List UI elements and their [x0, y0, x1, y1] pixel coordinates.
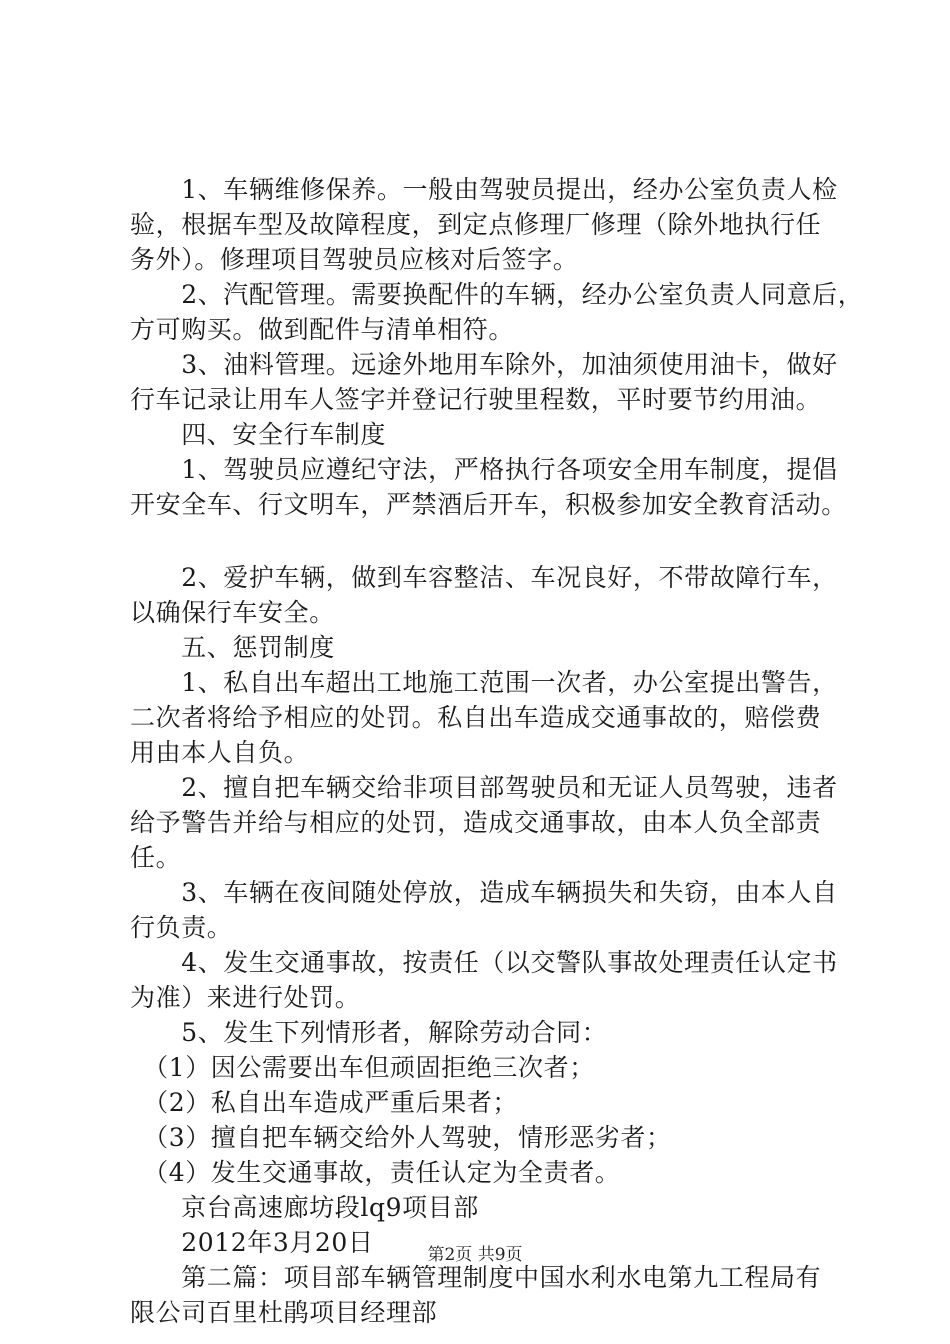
text-line: 以确保行车安全。 — [130, 598, 335, 627]
text-line: 4、发生交通事故，按责任（以交警队事故处理责任认定书 — [130, 948, 838, 977]
blank-line — [130, 522, 850, 560]
signature-date: 2012年3月20日 — [130, 1228, 374, 1257]
section-heading: 五、惩罚制度 — [130, 633, 335, 662]
text-line: 验，根据车型及故障程度，到定点修理厂修理（除外地执行任 — [130, 210, 822, 239]
text-line: 为准）来进行处罚。 — [130, 983, 361, 1012]
signature-org: 京台高速廊坊段lq9项目部 — [130, 1193, 479, 1222]
text-line: 二次者将给予相应的处罚。私自出车造成交通事故的，赔偿费 — [130, 703, 822, 732]
text-line: 限公司百里杜鹃项目经理部 — [130, 1298, 438, 1327]
list-item: （2）私自出车造成严重后果者； — [130, 1088, 519, 1117]
document-body — [130, 172, 864, 1330]
list-item: （1）因公需要出车但顽固拒绝三次者； — [130, 1053, 595, 1082]
text-line: 5、发生下列情形者，解除劳动合同： — [130, 1018, 608, 1047]
text-line: 给予警告并给与相应的处罚，造成交通事故，由本人负全部责 — [130, 808, 822, 837]
text-line: 1、车辆维修保养。一般由驾驶员提出，经办公室负责人检 — [130, 175, 838, 204]
text-line: 3、油料管理。远途外地用车除外，加油须使用油卡，做好 — [130, 350, 838, 379]
section-heading: 四、安全行车制度 — [130, 420, 387, 449]
text-line: 行负责。 — [130, 913, 233, 942]
text-line: 2、爱护车辆，做到车容整洁、车况良好，不带故障行车， — [130, 563, 838, 592]
list-item: （3）擅自把车辆交给外人驾驶，情形恶劣者； — [130, 1123, 672, 1152]
text-line: 1、私自出车超出工地施工范围一次者，办公室提出警告， — [130, 668, 838, 697]
text-line: 第二篇：项目部车辆管理制度中国水利水电第九工程局有 — [130, 1263, 822, 1292]
text-line: 方可购买。做到配件与清单相符。 — [130, 315, 515, 344]
list-item: （4）发生交通事故，责任认定为全责者。 — [130, 1158, 621, 1187]
text-line: 任。 — [130, 843, 182, 872]
text-line: 2、擅自把车辆交给非项目部驾驶员和无证人员驾驶，违者 — [130, 773, 838, 802]
text-line: 行车记录让用车人签字并登记行驶里程数，平时要节约用油。 — [130, 385, 822, 414]
text-line: 2、汽配管理。需要换配件的车辆，经办公室负责人同意后， — [130, 280, 864, 309]
text-line: 务外）。修理项目驾驶员应核对后签字。 — [130, 245, 579, 274]
text-line: 3、车辆在夜间随处停放，造成车辆损失和失窃，由本人自 — [130, 878, 838, 907]
text-line: 1、驾驶员应遵纪守法，严格执行各项安全用车制度，提倡 — [130, 455, 838, 484]
text-line: 开安全车、行文明车，严禁酒后开车，积极参加安全教育活动。 — [130, 490, 847, 519]
page-number: 第2页 共9页 — [427, 1245, 523, 1265]
text-line: 用由本人自负。 — [130, 738, 310, 767]
